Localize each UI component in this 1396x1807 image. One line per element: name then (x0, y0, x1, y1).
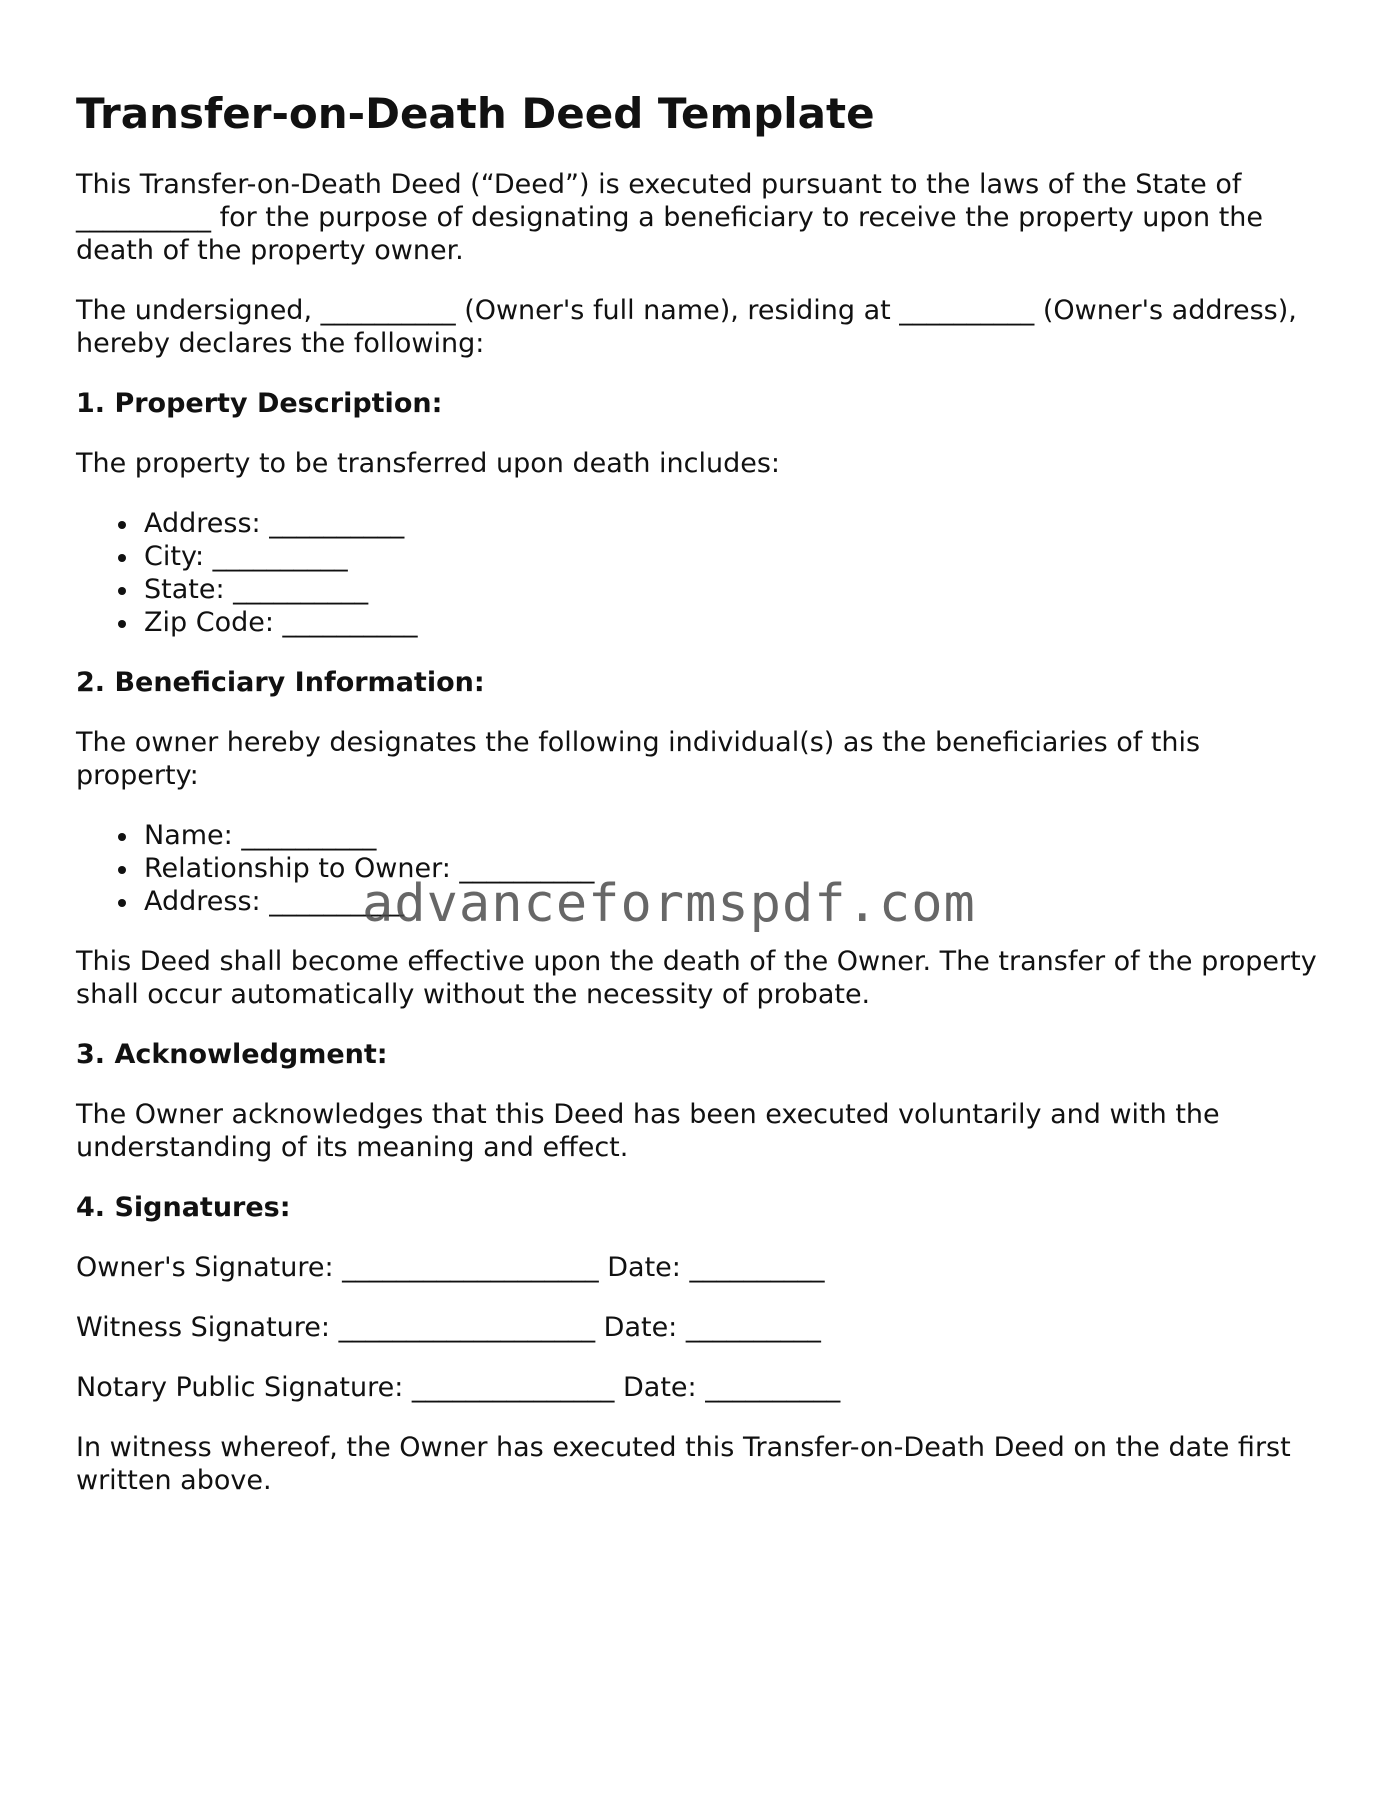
list-item: State: __________ (144, 573, 1326, 606)
beneficiary-list (76, 819, 1326, 918)
list-item: City: __________ (144, 540, 1326, 573)
section-beneficiary-heading: 2. Beneficiary Information: (76, 667, 485, 698)
intro-paragraph: This Transfer-on-Death Deed (“Deed”) is executed pursuant to the laws of the State of __________ for the purpose of designating a beneficiary to receive the property upon the death of the property owner. (76, 169, 1264, 266)
list-item: Address: __________ (144, 885, 1326, 918)
document-title: Transfer-on-Death Deed Template (76, 89, 875, 138)
witness-signature-line: Witness Signature: ___________________ Date: __________ (76, 1312, 821, 1343)
beneficiary-intro: The owner hereby designates the following individual(s) as the beneficiaries of this property: (76, 727, 1201, 791)
property-intro: The property to be transferred upon death includes: (76, 448, 781, 479)
notary-signature-line: Notary Public Signature: _______________ Date: __________ (76, 1372, 841, 1403)
section-property-heading: 1. Property Description: (76, 388, 443, 419)
closing-paragraph: In witness whereof, the Owner has executed this Transfer-on-Death Deed on the date first written above. (76, 1432, 1291, 1496)
declaration-paragraph: The undersigned, __________ (Owner's full name), residing at __________ (Owner's address), hereby declares the following: (76, 295, 1297, 359)
effective-paragraph: This Deed shall become effective upon the death of the Owner. The transfer of the property shall occur automatically without the necessity of probate. (76, 946, 1317, 1010)
section-signatures-heading: 4. Signatures: (76, 1192, 291, 1223)
property-list (76, 507, 1326, 639)
watermark-text: advanceformspdf.com (362, 874, 976, 934)
list-item: Zip Code: __________ (144, 606, 1326, 639)
section-acknowledgment-heading: 3. Acknowledgment: (76, 1039, 388, 1070)
owner-signature-line: Owner's Signature: ___________________ Date: __________ (76, 1252, 825, 1283)
list-item: Address: __________ (144, 507, 1326, 540)
list-item: Name: __________ (144, 819, 1326, 852)
list-item: Relationship to Owner: __________ (144, 852, 1326, 885)
deed-document (76, 88, 1326, 1524)
acknowledgment-paragraph: The Owner acknowledges that this Deed has been executed voluntarily and with the understanding of its meaning and effect. (76, 1099, 1220, 1163)
